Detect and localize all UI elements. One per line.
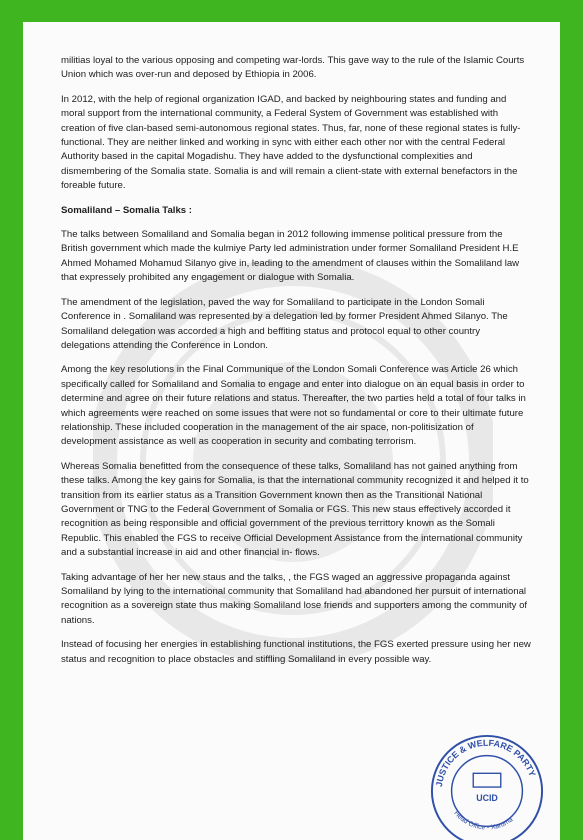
stamp-ring-text: JUSTICE & WELFARE PARTY bbox=[433, 737, 538, 788]
paragraph-amendment: The amendment of the legislation, paved the way for Somaliland to participate in the London Somali Conference in . Somaliland was represented by a delegation led by former President Ahmed Silanyo. The Somaliland delegation was accorded a high and beffiting status and protocol equal to other country delegations attending the Conference in London. bbox=[61, 296, 508, 351]
document-page bbox=[23, 22, 560, 840]
document-body bbox=[61, 54, 531, 677]
paragraph-resolutions: Among the key resolutions in the Final Communique of the London Somali Conference was Article 26 which specifically called for Somaliland and Somalia to engage and enter into dialogue on an equal basis in order to determine and agree on their future relations and status. Thereafter, the two parties held a total of four talks in which agreements were reached on some issues that were not so fundamental or core to their ultimate future relationship. These included cooperation in the management of the air space, non-politisization of development assistance as well as cooperation in security and combating terrorism. bbox=[61, 364, 526, 448]
paragraph-obstacles: Instead of focusing her energies in establishing functional institutions, the FGS exerted pressure using her new status and recognition to place obstacles and stiffling Somaliland in every possible way. bbox=[61, 639, 531, 665]
paragraph-benefits: Whereas Somalia benefitted from the consequence of these talks, Somaliland has not gained anything from these talks. Among the key gains for Somalia, is that the international community recognized it and helped it to transition from its earlier status as a Transition Government known then as the Transitional National Government or TNG to the Federal Government of Somalia or FGS. This new staus effectively accorded it recognition as being responsible and official government of the previous territtory known as the Somali Republic. This enabled the FGS to receive Official Development Assistance from the international community and a substantial increase in aid and other financial in- flows. bbox=[61, 460, 529, 559]
paragraph-propaganda: Taking advantage of her her new staus and the talks, , the FGS waged an aggressive propaganda against Somaliland by lying to the international community that Somaliland had abandoned her pursuit of international recognition as a sovereign state thus making Somaliland lose friends and supporters among the community of nations. bbox=[61, 571, 528, 626]
party-stamp-icon bbox=[428, 732, 546, 840]
stamp-office-text: Head Office - Xaruma bbox=[452, 809, 515, 832]
paragraph-talks-began: The talks between Somaliland and Somalia began in 2012 following immense political pressure from the British government which made the kulmiye Party led administration under former Somaliland President H.E Ahmed Mohamed Mohamud Silanyo give in, leading to the amendment of clauses within the Somaliland law that expressely prohibited any engagement or dialogue with Somalia. bbox=[61, 229, 520, 284]
paragraph-militias: militias loyal to the various opposing and competing war-lords. This gave way to the rule of the Islamic Courts Union which was over-run and deposed by Ethiopia in 2006. bbox=[61, 55, 525, 81]
paragraph-federal-system: In 2012, with the help of regional organization IGAD, and backed by neighbouring states and funding and moral support from the international community, a Federal System of Government was established with creation of five clan-based semi-autonomous regional states. Thus, far, none of these regional states is fully-functional. They are neither linked and working in sync with either each other nor with the central Federal Authority based in the capital Mogadishu. They have added to the dysfunctional complexities and dismembering of the Somalia state. Somalia is and will remain a client-state with external benefactors in the foreable future. bbox=[61, 93, 521, 192]
section-heading: Somaliland – Somalia Talks : bbox=[61, 204, 192, 216]
stamp-center-text: UCID bbox=[476, 792, 498, 803]
